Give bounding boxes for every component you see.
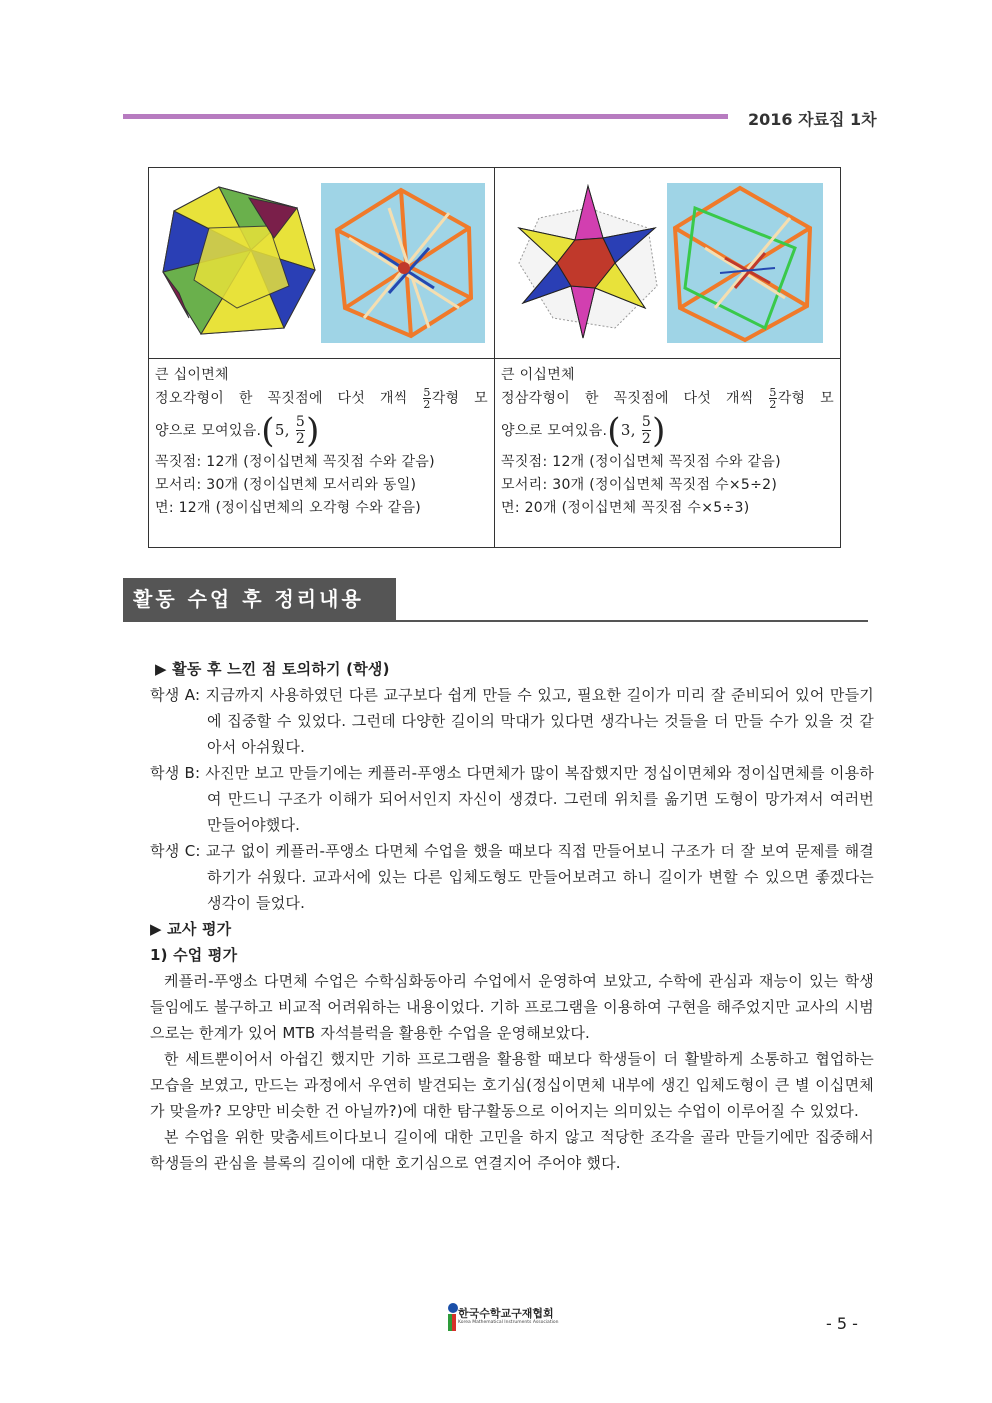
heading-class-eval: 1) 수업 평가 [150,946,238,964]
frac-num: 5 [295,414,306,430]
frac-num: 5 [769,386,777,399]
student-a-text: 학생 A: 지금까지 사용하였던 다른 교구보다 쉽게 만들 수 있고, 필요한 길이가 미리 잘 준비되어 있어 만들기에 집중할 수 있었다. 그런데 다양한 길이의 막대가 있다면 생각나는 것들을 더 만들 수가 있을 것 같아서 아쉬웠다. [150,686,874,756]
desc-text: 정삼각형이 한 꼭짓점에 다섯 개씩 [501,390,754,407]
student-c-text: 학생 C: 교구 없이 케플러-푸앵소 다면체 수업을 했을 때보다 직접 만들어보니 구조가 더 잘 보여 문제를 해결하기가 쉬웠다. 교과서에 있는 다른 입체도형도 만들어보려고 하니 길이가 변할 수 있으면 좋겠다는 생각이 들었다. [150,842,874,912]
fraction-five-halves [769,387,776,410]
frac-den: 2 [769,398,777,411]
eval-paragraph-2: 한 세트뿐이어서 아쉽긴 했지만 기하 프로그램을 활용할 때보다 학생들이 더 활발하게 소통하고 협업하는 모습을 보였고, 만드는 과정에서 우연히 발견되는 호기심(정십이면체 내부에 생긴 입체도형이 큰 별 이십면체가 맞을까? 모양만 비슷한 건 아닐까?)에 대한 탐구활동으로 이어지는 의미있는 수업이 이루어질 수 있었다. [150,1050,874,1120]
schlafli-symbol: ( 5, $\frac{5}{2}$ ) [261,410,320,451]
sym-a: 5, [274,421,290,439]
desc-text: 양으로 모여있음. [155,422,262,439]
fraction-five-halves [423,387,430,410]
schlafli-symbol: ( 3, $\frac{5}{2}$ ) [607,410,666,451]
association-logo [446,1302,559,1336]
great-icosahedron-figure [519,186,657,338]
heading-student-discussion: ▶ 활동 후 느낀 점 토의하기 (학생) [155,660,390,678]
page-number: - 5 - [826,1314,858,1333]
great-dodecahedron-images [149,168,494,354]
vertices-text: 꼭짓점: 12개 (정이십면체 꼭짓점 수와 같음) [155,453,435,470]
header-rule [123,114,728,119]
right-image-cell [495,168,841,359]
sym-a: 3, [620,421,636,439]
desc-text: 각형 모 [431,390,488,407]
frac-num: 5 [641,414,652,430]
vertices-text: 꼭짓점: 12개 (정이십면체 꼭짓점 수와 같음) [501,453,781,470]
student-b-text: 학생 B: 사진만 보고 만들기에는 케플러-푸앵소 다면체가 많이 복잡했지만 정십이면체와 정이십면체를 이용하여 만드니 구조가 이해가 되어서인지 자신이 생겼다. 그런데 위치를 옮기면 도형이 망가져서 여러번 만들어야했다. [150,764,874,834]
great-dodecahedron-cell [149,359,495,548]
section-header [123,578,868,622]
desc-text: 정오각형이 한 꼭짓점에 다섯 개씩 [155,390,408,407]
edges-text: 모서리: 30개 (정이십면체 모서리와 동일) [155,476,417,493]
faces-text: 면: 20개 (정이십면체 꼭짓점 수×5÷3) [501,499,750,516]
logo-subtext: Korea Mathematical Instruments Association [458,1320,559,1325]
great-icosahedron-desc [501,387,834,411]
section-title: 활동 수업 후 정리내용 [123,578,396,620]
logo-text: 한국수학교구재협회 [458,1307,554,1320]
heading-teacher-eval: ▶ 교사 평가 [150,920,232,938]
frac-den: 2 [423,398,431,411]
frac-den: 2 [641,431,652,447]
great-icosahedron-cell [495,359,841,548]
left-image-cell [149,168,495,359]
frac-den: 2 [295,431,306,447]
sym-frac [642,414,651,447]
schlafli-line [155,410,488,451]
frac-num: 5 [423,386,431,399]
great-dodecahedron-desc [155,387,488,411]
schlafli-line [501,410,834,451]
eval-paragraph-1: 케플러-푸앵소 다면체 수업은 수학심화동아리 수업에서 운영하여 보았고, 수학에 관심과 재능이 있는 학생들임에도 불구하고 비교적 어려워하는 내용이었다. 기하 프로그램을 이용하여 구현을 해주었지만 교사의 시범으로는 한계가 있어 MTB 자석블럭을 활용한 수업을 운영해보았다. [150,972,874,1042]
desc-text: 양으로 모여있음. [501,422,608,439]
great-dodecahedron-figure [163,187,315,334]
great-icosahedron-model-photo [667,183,823,343]
sym-frac [296,414,305,447]
edges-text: 모서리: 30개 (정이십면체 꼭짓점 수×5÷2) [501,476,778,493]
faces-text: 면: 12개 (정이십면체의 오각형 수와 같음) [155,499,422,516]
great-icosahedron-name: 큰 이십면체 [501,367,575,383]
great-dodecahedron-model-photo [321,183,485,343]
polyhedra-table [148,167,841,548]
header-title: 2016 자료집 1차 [748,110,877,129]
eval-paragraph-3: 본 수업을 위한 맞춤세트이다보니 길이에 대한 고민을 하지 않고 적당한 조각을 골라 만들기에만 집중해서 학생들의 관심을 블록의 길이에 대한 호기심으로 연결지어 주어야 했다. [150,1128,874,1172]
desc-text: 각형 모 [777,390,834,407]
content-body [150,656,874,1176]
great-icosahedron-images [495,168,840,354]
great-dodecahedron-name: 큰 십이면체 [155,367,229,383]
